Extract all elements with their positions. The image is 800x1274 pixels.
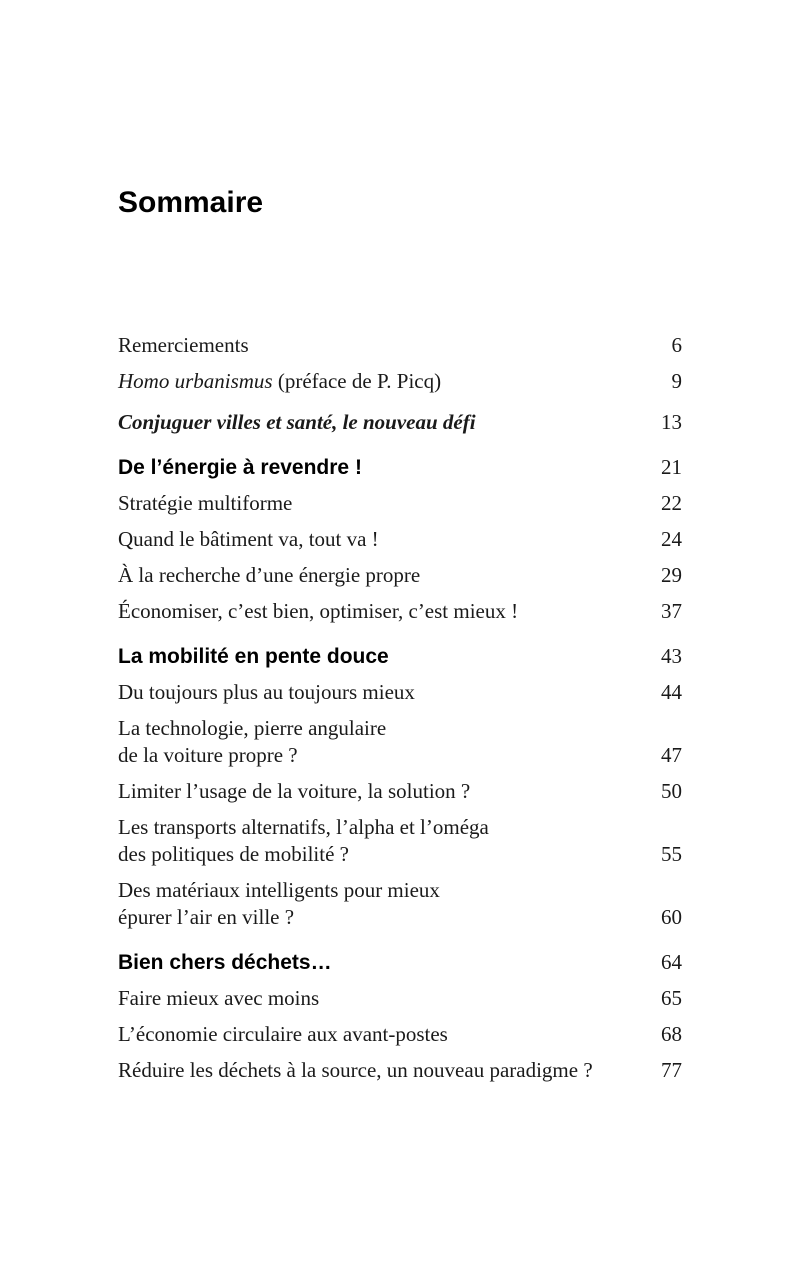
toc-entry-line2: épurer l’air en ville ? — [118, 905, 295, 929]
toc-entry-line2: des politiques de mobilité ? — [118, 842, 349, 866]
toc-entry-label: Du toujours plus au toujours mieux — [118, 680, 415, 704]
toc-entry-page: 77 — [661, 1058, 682, 1082]
toc-entry-page: 44 — [661, 680, 682, 704]
toc-entry-label — [118, 877, 661, 931]
toc-entry-line1: Les transports alternatifs, l’alpha et l’oméga — [118, 815, 489, 839]
toc-entry — [118, 715, 682, 769]
toc-entry-label: Limiter l’usage de la voiture, la solution ? — [118, 779, 471, 803]
toc-entry — [118, 778, 682, 805]
toc-entry-page: 47 — [661, 743, 682, 767]
toc-section-heading-label: La mobilité en pente douce — [118, 645, 389, 668]
toc-entry-label — [118, 368, 672, 395]
toc-entry — [118, 877, 682, 931]
toc-entry — [118, 562, 682, 589]
toc-entry-label: Conjuguer villes et santé, le nouveau défi — [118, 410, 476, 434]
toc-section-heading — [118, 643, 682, 670]
toc-entry — [118, 368, 682, 395]
toc-section-heading — [118, 454, 682, 481]
toc-entry-page: 21 — [661, 455, 682, 479]
toc-entry-page: 60 — [661, 905, 682, 929]
toc-entry-page: 55 — [661, 842, 682, 866]
table-of-contents — [118, 332, 682, 1084]
page-content — [118, 186, 682, 1093]
page-title: Sommaire — [118, 186, 264, 219]
toc-entry-label-italic: Homo urbanismus — [118, 369, 273, 393]
toc-entry — [118, 490, 682, 517]
toc-entry — [118, 526, 682, 553]
toc-entry-label: Remerciements — [118, 333, 249, 357]
toc-entry-page: 64 — [661, 950, 682, 974]
toc-entry-label: À la recherche d’une énergie propre — [118, 563, 421, 587]
toc-entry-page: 29 — [661, 563, 682, 587]
toc-entry — [118, 1057, 682, 1084]
toc-entry-page: 43 — [661, 644, 682, 668]
toc-entry-page: 6 — [671, 333, 682, 357]
toc-entry-label — [118, 814, 661, 868]
toc-entry-label: L’économie circulaire aux avant-postes — [118, 1022, 448, 1046]
toc-entry-page: 9 — [671, 369, 682, 393]
toc-entry — [118, 1021, 682, 1048]
toc-entry-page: 24 — [661, 527, 682, 551]
toc-entry-page: 68 — [661, 1022, 682, 1046]
toc-section-heading-label: Bien chers déchets… — [118, 951, 332, 974]
toc-entry-label: Quand le bâtiment va, tout va ! — [118, 527, 379, 551]
toc-entry-label: Stratégie multiforme — [118, 491, 293, 515]
toc-entry-page: 22 — [661, 491, 682, 515]
toc-entry-page: 13 — [661, 410, 682, 434]
toc-entry-label-rest: (préface de P. Picq) — [272, 369, 442, 393]
toc-entry-label: Économiser, c’est bien, optimiser, c’est mieux ! — [118, 599, 519, 623]
toc-entry-line1: Des matériaux intelligents pour mieux — [118, 878, 440, 902]
toc-entry — [118, 814, 682, 868]
toc-entry-page: 65 — [661, 986, 682, 1010]
toc-entry-page: 50 — [661, 779, 682, 803]
toc-entry — [118, 985, 682, 1012]
toc-entry-label: Faire mieux avec moins — [118, 986, 320, 1010]
toc-entry-page: 37 — [661, 599, 682, 623]
toc-entry — [118, 679, 682, 706]
toc-section-heading-label: De l’énergie à revendre ! — [118, 456, 362, 479]
toc-entry — [118, 409, 682, 436]
toc-entry-line2: de la voiture propre ? — [118, 743, 298, 767]
toc-section-heading — [118, 949, 682, 976]
toc-entry-line1: La technologie, pierre angulaire — [118, 716, 387, 740]
toc-entry-label — [118, 715, 661, 769]
toc-entry — [118, 332, 682, 359]
toc-entry-label: Réduire les déchets à la source, un nouveau paradigme ? — [118, 1058, 593, 1082]
toc-entry — [118, 598, 682, 625]
